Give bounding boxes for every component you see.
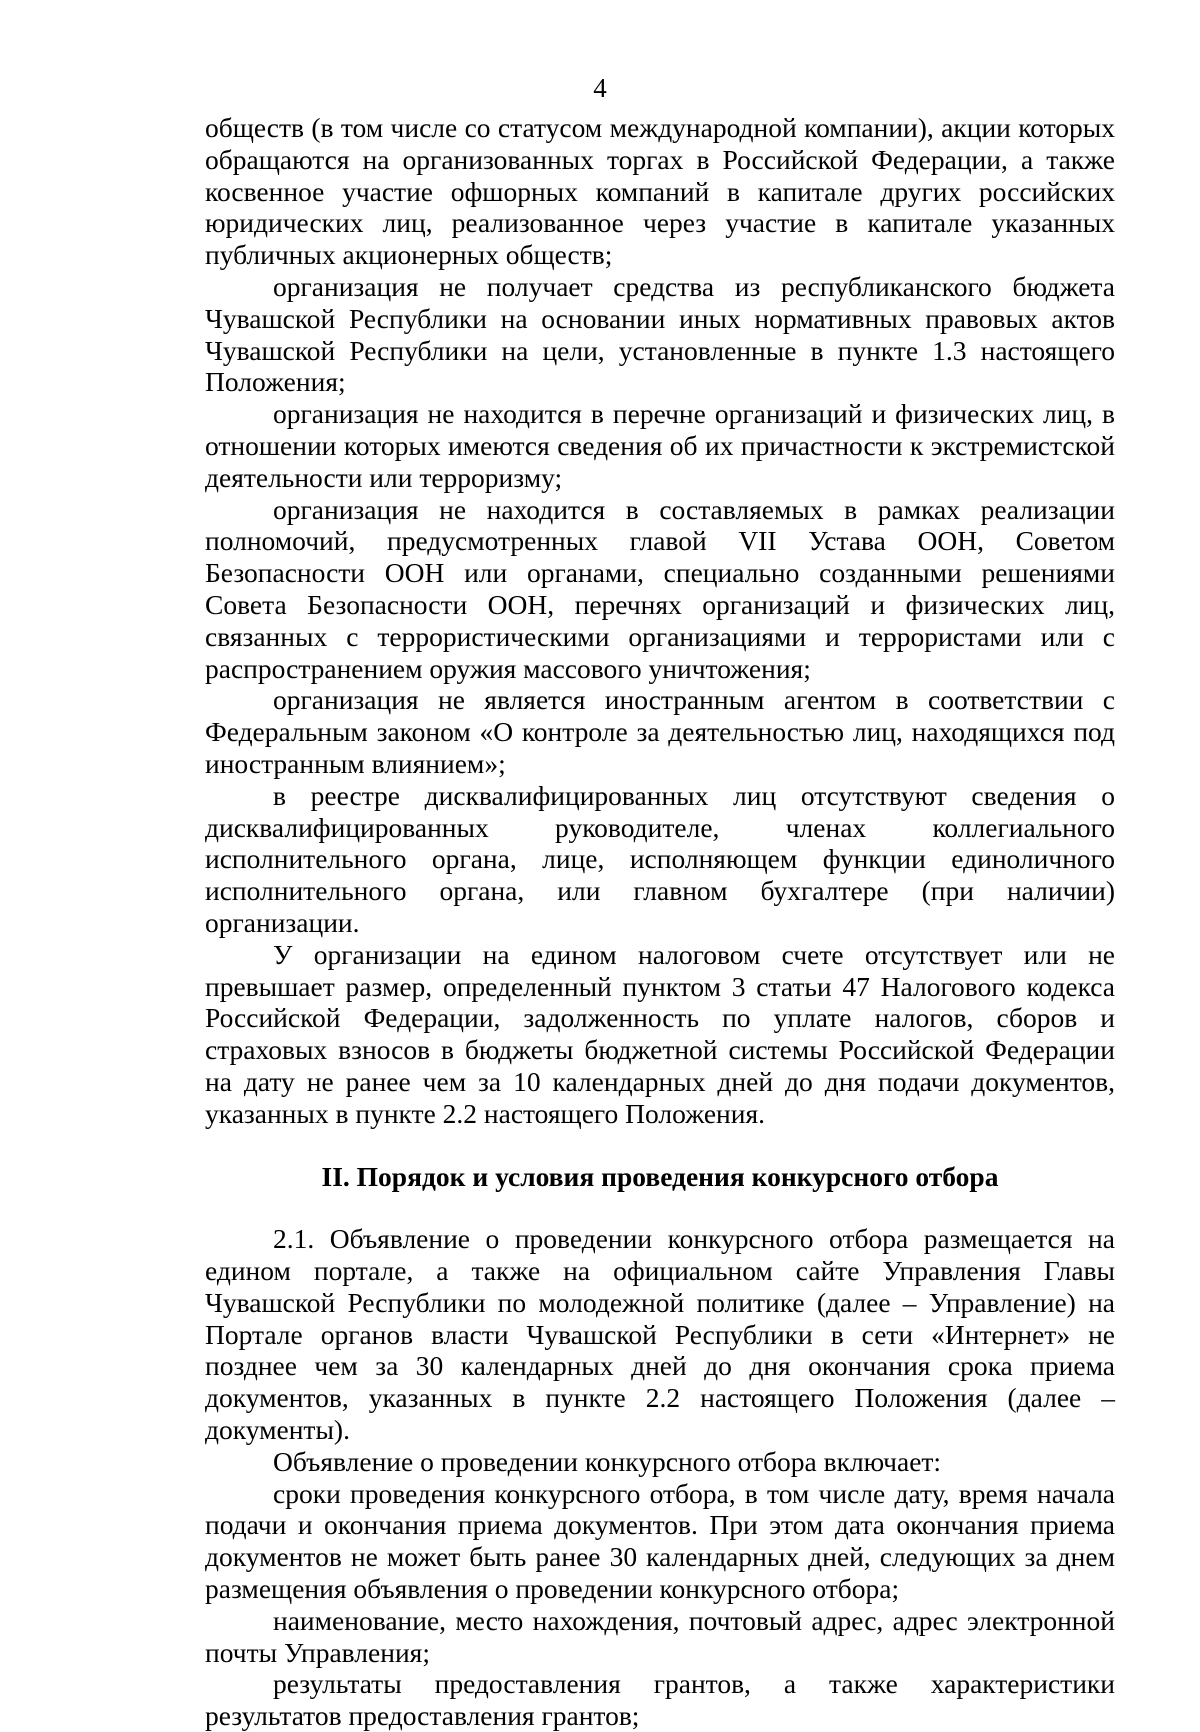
paragraph: Объявление о проведении конкурсного отбора включает: <box>273 1445 942 1477</box>
paragraph: результаты предоставления грантов, а также характеристики результатов предоставления грантов; <box>205 1668 1115 1732</box>
paragraph: У организации на едином налоговом счете отсутствует или не превышает размер, определенный пунктом 3 статьи 47 Налогового кодекса Российской Федерации, задолженность по уплате налогов, сборов и страховых взносов в бюджеты бюджетной системы Российской Федерации на дату не ранее чем за 10 календарных дней до дня подачи документов, указанных в пункте 2.2 настоящего Положения. <box>205 938 1115 1129</box>
paragraph: организация не находится в составляемых в рамках реализации полномочий, предусмотренных главой VII Устава ООН, Советом Безопасности ООН или органами, специально созданными решениями Совета Безопасности ООН, перечнях организаций и физических лиц, связанных с террористическими организациями и террористами или с распространением оружия массового уничтожения; <box>205 493 1115 684</box>
paragraph: сроки проведения конкурсного отбора, в том числе дату, время начала подачи и окончания приема документов. При этом дата окончания приема документов не может быть ранее 30 календарных дней, следующих за днем размещения объявления о проведении конкурсного отбора; <box>205 1477 1115 1605</box>
paragraph: в реестре дисквалифицированных лиц отсутствуют сведения о дисквалифицированных руководителе, членах коллегиального исполнительного органа, лице, исполняющем функции единоличного исполнительного органа, или главном бухгалтере (при наличии) организации. <box>205 779 1115 938</box>
paragraph: организация не получает средства из республиканского бюджета Чувашской Республики на основании иных нормативных правовых актов Чувашской Республики на цели, установленные в пункте 1.3 настоящего Положения; <box>205 270 1115 398</box>
paragraph: организация не находится в перечне организаций и физических лиц, в отношении которых имеются сведения об их причастности к экстремистской деятельности или терроризму; <box>205 398 1115 493</box>
paragraph: наименование, место нахождения, почтовый адрес, адрес электронной почты Управления; <box>205 1604 1115 1668</box>
paragraph: 2.1. Объявление о проведении конкурсного отбора размещается на едином портале, а также на официальном сайте Управления Главы Чувашской Республики по молодежной политике (далее – Управление) на Портале органов власти Чувашской Республики в сети «Интернет» не позднее чем за 30 календарных дней до дня окончания срока приема документов, указанных в пункте 2.2 настоящего Положения (далее – документы). <box>205 1223 1115 1446</box>
section-heading: II. Порядок и условия проведения конкурсного отбора <box>321 1160 999 1192</box>
paragraph: организация не является иностранным агентом в соответствии с Федеральным законом «О контроле за деятельностью лиц, находящихся под иностранным влиянием»; <box>205 684 1115 779</box>
page-number: 4 <box>593 73 607 103</box>
document-body <box>205 112 1115 1732</box>
paragraph: обществ (в том числе со статусом международной компании), акции которых обращаются на организованных торгах в Российской Федерации, а также косвенное участие офшорных компаний в капитале других российских юридических лиц, реализованное через участие в капитале указанных публичных акционерных обществ; <box>205 112 1115 271</box>
